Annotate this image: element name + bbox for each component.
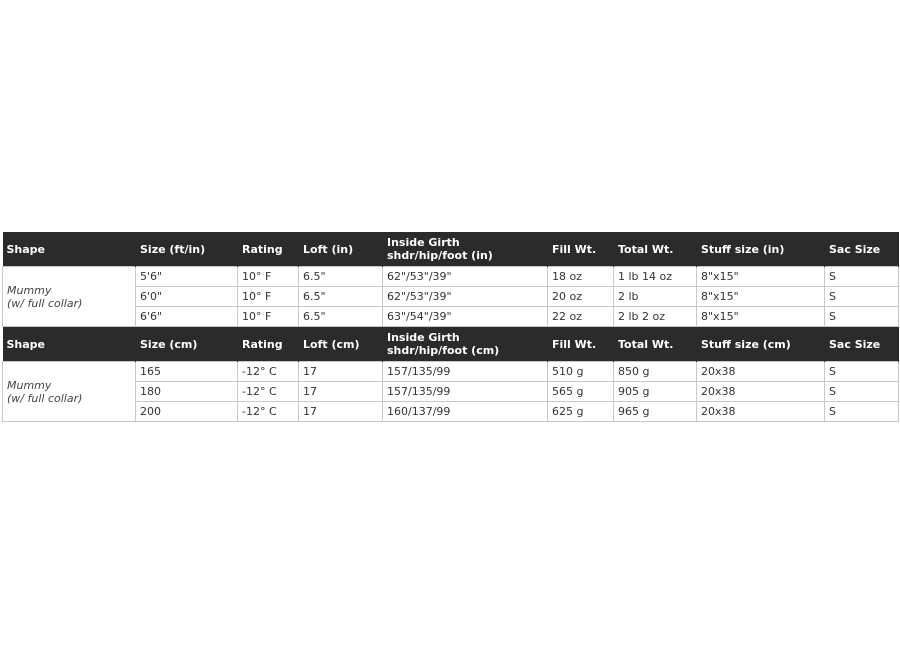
cell-total-weight: 905 g [614,382,697,402]
cell-size: 200 [136,402,238,422]
imperial-header-row [3,232,899,267]
cell-size: 6'0" [136,287,238,307]
cell-loft: 17 [299,382,383,402]
cell-sac-size: S [825,402,899,422]
cell-loft: 17 [299,362,383,382]
shape-cell-metric [3,362,136,422]
shape-detail: (w/ full collar) [7,296,83,310]
header-shape: Shape [3,327,136,362]
cell-size: 165 [136,362,238,382]
cell-sac-size: S [825,362,899,382]
header-rating: Rating [238,327,299,362]
header-girth-line1: Inside Girth [387,331,460,344]
header-inside-girth [383,327,548,362]
header-total-weight: Total Wt. [614,327,697,362]
header-stuff-size: Stuff size (in) [697,232,825,267]
cell-rating: -12° C [238,362,299,382]
shape-name: Mummy [7,378,52,392]
header-size: Size (ft/in) [136,232,238,267]
cell-rating: 10° F [238,287,299,307]
shape-detail: (w/ full collar) [7,391,83,405]
cell-girth: 157/135/99 [383,382,548,402]
cell-sac-size: S [825,382,899,402]
cell-total-weight: 2 lb [614,287,697,307]
header-loft: Loft (cm) [299,327,383,362]
cell-rating: 10° F [238,267,299,287]
table-row [3,402,899,422]
header-fill-weight: Fill Wt. [548,327,614,362]
cell-girth: 63"/54"/39" [383,307,548,327]
header-stuff-size: Stuff size (cm) [697,327,825,362]
cell-stuff-size: 8"x15" [697,307,825,327]
cell-total-weight: 965 g [614,402,697,422]
cell-stuff-size: 20x38 [697,382,825,402]
cell-loft: 17 [299,402,383,422]
table-row [3,287,899,307]
header-sac-size: Sac Size [825,327,899,362]
table-row [3,362,899,382]
header-inside-girth [383,232,548,267]
header-shape: Shape [3,232,136,267]
cell-stuff-size: 20x38 [697,362,825,382]
cell-sac-size: S [825,307,899,327]
cell-loft: 6.5" [299,287,383,307]
cell-stuff-size: 8"x15" [697,287,825,307]
cell-rating: -12° C [238,382,299,402]
header-girth-line1: Inside Girth [387,236,460,249]
cell-fill-weight: 18 oz [548,267,614,287]
cell-stuff-size: 8"x15" [697,267,825,287]
header-rating: Rating [238,232,299,267]
header-sac-size: Sac Size [825,232,899,267]
cell-girth: 62"/53"/39" [383,287,548,307]
cell-total-weight: 1 lb 14 oz [614,267,697,287]
shape-cell-imperial [3,267,136,327]
table-row [3,267,899,287]
header-girth-line2: shdr/hip/foot (in) [387,249,493,262]
cell-fill-weight: 510 g [548,362,614,382]
cell-sac-size: S [825,287,899,307]
table-row [3,307,899,327]
header-girth-line2: shdr/hip/foot (cm) [387,344,500,357]
cell-fill-weight: 20 oz [548,287,614,307]
cell-sac-size: S [825,267,899,287]
cell-fill-weight: 625 g [548,402,614,422]
cell-girth: 160/137/99 [383,402,548,422]
cell-total-weight: 850 g [614,362,697,382]
shape-name: Mummy [7,283,52,297]
cell-size: 6'6" [136,307,238,327]
header-loft: Loft (in) [299,232,383,267]
cell-size: 5'6" [136,267,238,287]
cell-rating: -12° C [238,402,299,422]
header-size: Size (cm) [136,327,238,362]
cell-fill-weight: 565 g [548,382,614,402]
table-row [3,382,899,402]
cell-loft: 6.5" [299,307,383,327]
cell-girth: 62"/53"/39" [383,267,548,287]
cell-stuff-size: 20x38 [697,402,825,422]
cell-fill-weight: 22 oz [548,307,614,327]
header-total-weight: Total Wt. [614,232,697,267]
cell-girth: 157/135/99 [383,362,548,382]
cell-total-weight: 2 lb 2 oz [614,307,697,327]
cell-loft: 6.5" [299,267,383,287]
metric-header-row [3,327,899,362]
cell-rating: 10° F [238,307,299,327]
header-fill-weight: Fill Wt. [548,232,614,267]
sleeping-bag-spec-table [2,232,899,422]
cell-size: 180 [136,382,238,402]
